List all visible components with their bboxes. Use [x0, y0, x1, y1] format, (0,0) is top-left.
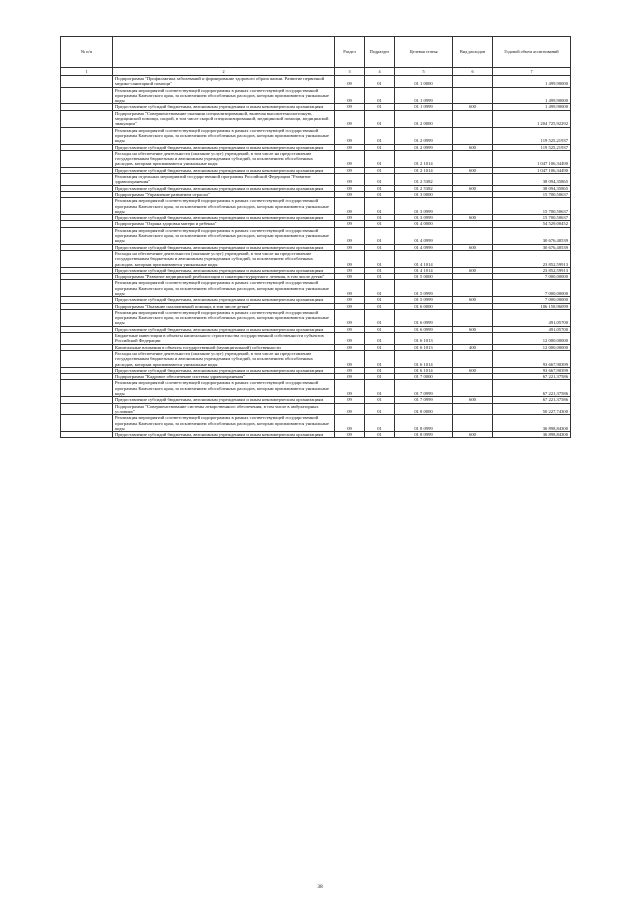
row-name: Подпрограмма "Управление развитием отрасли": [113, 191, 335, 197]
row-section: 09: [335, 367, 365, 373]
row-section: 09: [335, 380, 365, 397]
row-target-article: 01 3 0999: [395, 198, 453, 215]
row-target-article: 01 6 0999: [395, 326, 453, 332]
row-expense-type: [453, 309, 493, 326]
page-number: 38: [317, 884, 323, 890]
row-section: 09: [335, 227, 365, 244]
row-subsection: 01: [365, 297, 395, 303]
row-expense-type: [453, 250, 493, 267]
row-amount: 491,05700: [493, 326, 571, 332]
row-number: [61, 380, 113, 397]
row-amount: 1 204 725,92292: [493, 110, 571, 127]
row-name: Подпрограмма "Охрана здоровья матери и ребенка": [113, 221, 335, 227]
row-target-article: 01 4 1014: [395, 267, 453, 273]
row-expense-type: 600: [453, 267, 493, 273]
row-number: [61, 227, 113, 244]
row-name: Предоставление субсидий бюджетным, автономным учреждениям и иным некоммерческим организациям: [113, 432, 335, 438]
row-number: [61, 403, 113, 415]
row-name: Реализация мероприятий соответствующей подпрограммы в рамках соответствующей государственной программы Камчатского края, за исключением обособленных расходов, которым присваиваются уникальные коды: [113, 309, 335, 326]
row-name: Бюджетные инвестиции в объекты капитального строительства государственной собственности субъектов Российской Федерации: [113, 333, 335, 345]
header-target-article: Целевая статья: [395, 37, 453, 68]
row-section: 09: [335, 280, 365, 297]
row-target-article: 01 2 0000: [395, 110, 453, 127]
table-row: [61, 127, 571, 144]
row-section: 09: [335, 297, 365, 303]
row-subsection: 01: [365, 267, 395, 273]
row-subsection: 01: [365, 280, 395, 297]
row-section: 09: [335, 87, 365, 104]
row-number: [61, 280, 113, 297]
row-expense-type: [453, 127, 493, 144]
row-amount: 36 898,84300: [493, 415, 571, 432]
row-amount: 38 094,35865: [493, 185, 571, 191]
row-target-article: 01 2 0999: [395, 144, 453, 150]
table-body: [61, 76, 571, 438]
row-number: [61, 174, 113, 186]
row-expense-type: [453, 87, 493, 104]
row-subsection: 01: [365, 221, 395, 227]
row-target-article: 01 7 0999: [395, 397, 453, 403]
row-target-article: 01 6 1014: [395, 350, 453, 367]
row-subsection: 01: [365, 76, 395, 88]
row-section: 09: [335, 174, 365, 186]
row-subsection: 01: [365, 198, 395, 215]
row-amount: 67 221,37586: [493, 380, 571, 397]
row-name: Реализация мероприятий соответствующей подпрограммы в рамках соответствующей государственной программы Камчатского края, за исключением обособленных расходов, которым присваиваются уникальные коды: [113, 380, 335, 397]
row-section: 09: [335, 403, 365, 415]
row-expense-type: [453, 150, 493, 167]
row-target-article: 01 2 0999: [395, 127, 453, 144]
row-number: [61, 250, 113, 267]
row-target-article: 01 4 0999: [395, 244, 453, 250]
row-subsection: 01: [365, 415, 395, 432]
row-section: 09: [335, 76, 365, 88]
row-subsection: 01: [365, 191, 395, 197]
row-section: 09: [335, 333, 365, 345]
row-expense-type: 400: [453, 344, 493, 350]
table-row: [61, 280, 571, 297]
row-name: Подпрограмма "Профилактика заболеваний и формирование здорового образа жизни. Развитие первичной медико-санитарной помощи": [113, 76, 335, 88]
table-row: [61, 403, 571, 415]
row-subsection: 01: [365, 110, 395, 127]
row-number: [61, 415, 113, 432]
row-amount: 7 000,00000: [493, 280, 571, 297]
row-subsection: 01: [365, 250, 395, 267]
row-amount: 491,05700: [493, 309, 571, 326]
row-target-article: 01 2 1014: [395, 150, 453, 167]
header-name: [113, 37, 335, 68]
table-row: [61, 250, 571, 267]
row-expense-type: [453, 227, 493, 244]
row-section: 09: [335, 250, 365, 267]
row-target-article: 01 2 5382: [395, 174, 453, 186]
row-subsection: 01: [365, 227, 395, 244]
row-name: Подпрограмма "Совершенствование оказания специализированной, включая высокотехнологичную, медицинской помощи, скорой, в том числе скорой специализированной, медицинской помощи, медицинской эвакуации": [113, 110, 335, 127]
row-amount: 50 227,74300: [493, 403, 571, 415]
row-name: Капитальные вложения в объекты государственной (муниципальной) собственности: [113, 344, 335, 350]
row-amount: 119 525,21937: [493, 144, 571, 150]
table-row: [61, 198, 571, 215]
row-target-article: 01 4 0999: [395, 227, 453, 244]
row-subsection: 01: [365, 87, 395, 104]
row-number: [61, 333, 113, 345]
row-section: 09: [335, 215, 365, 221]
row-subsection: 01: [365, 244, 395, 250]
row-subsection: 01: [365, 344, 395, 350]
row-subsection: 01: [365, 309, 395, 326]
row-target-article: 01 6 0999: [395, 309, 453, 326]
table-row: [61, 415, 571, 432]
row-name: Предоставление субсидий бюджетным, автономным учреждениям и иным некоммерческим организациям: [113, 367, 335, 373]
row-target-article: 01 4 1014: [395, 250, 453, 267]
column-number: 7: [493, 68, 571, 76]
row-name: Реализация мероприятий соответствующей подпрограммы в рамках соответствующей государственной программы Камчатского края, за исключением обособленных расходов, которым присваиваются уникальные коды: [113, 87, 335, 104]
row-amount: 23 852,59913: [493, 267, 571, 273]
row-amount: 15 700,50637: [493, 215, 571, 221]
row-target-article: 01 2 5382: [395, 185, 453, 191]
row-subsection: 01: [365, 333, 395, 345]
table-row: [61, 350, 571, 367]
row-number: [61, 87, 113, 104]
header-razdel: Раздел: [335, 37, 365, 68]
row-subsection: 01: [365, 215, 395, 221]
row-section: 09: [335, 167, 365, 173]
row-target-article: 01 6 0000: [395, 303, 453, 309]
budget-table: [60, 36, 571, 438]
row-target-article: 01 1 0999: [395, 104, 453, 110]
row-name: Подпрограмма "Оказание паллиативной помощи, в том числе детям": [113, 303, 335, 309]
column-number: 1: [61, 68, 113, 76]
row-amount: 36 898,84300: [493, 432, 571, 438]
table-row: [61, 309, 571, 326]
row-subsection: 01: [365, 303, 395, 309]
row-section: 09: [335, 110, 365, 127]
column-number: 4: [365, 68, 395, 76]
row-name: Реализация мероприятий соответствующей подпрограммы в рамках соответствующей государственной программы Камчатского края, за исключением обособленных расходов, которым присваиваются уникальные коды: [113, 198, 335, 215]
row-section: 09: [335, 127, 365, 144]
row-subsection: 01: [365, 326, 395, 332]
row-number: [61, 150, 113, 167]
row-section: 09: [335, 415, 365, 432]
row-name: Реализация отдельных мероприятий государственной программы Российской Федерации "Развитие здравоохранения": [113, 174, 335, 186]
row-section: 09: [335, 198, 365, 215]
row-target-article: 01 3 0000: [395, 191, 453, 197]
header-podrazdel: Подраздел: [365, 37, 395, 68]
row-target-article: 01 8 0999: [395, 415, 453, 432]
row-name: Предоставление субсидий бюджетным, автономным учреждениям и иным некоммерческим организациям: [113, 267, 335, 273]
row-expense-type: 600: [453, 185, 493, 191]
row-section: 09: [335, 326, 365, 332]
row-target-article: 01 7 0000: [395, 374, 453, 380]
column-number: 5: [395, 68, 453, 76]
row-subsection: 01: [365, 185, 395, 191]
header-expense-type: Вид расходов: [453, 37, 493, 68]
row-target-article: 01 1 0999: [395, 87, 453, 104]
row-section: 09: [335, 344, 365, 350]
row-amount: 30 676,40539: [493, 244, 571, 250]
document-page: [60, 36, 570, 438]
row-section: 09: [335, 150, 365, 167]
row-expense-type: [453, 333, 493, 345]
row-target-article: 01 2 1014: [395, 167, 453, 173]
row-section: 09: [335, 244, 365, 250]
row-amount: 93 667,90399: [493, 350, 571, 367]
row-name: Предоставление субсидий бюджетным, автономным учреждениям и иным некоммерческим организациям: [113, 326, 335, 332]
row-section: 09: [335, 374, 365, 380]
row-target-article: 01 5 0999: [395, 297, 453, 303]
row-target-article: 01 7 0999: [395, 380, 453, 397]
row-expense-type: 600: [453, 104, 493, 110]
row-expense-type: 600: [453, 397, 493, 403]
row-section: 09: [335, 432, 365, 438]
row-expense-type: [453, 110, 493, 127]
table-row: [61, 227, 571, 244]
row-subsection: 01: [365, 432, 395, 438]
row-section: 09: [335, 221, 365, 227]
row-number: [61, 309, 113, 326]
row-amount: 1 047 106,34490: [493, 150, 571, 167]
row-target-article: 01 8 0999: [395, 432, 453, 438]
row-number: [61, 198, 113, 215]
row-name: Предоставление субсидий бюджетным, автономным учреждениям и иным некоммерческим организациям: [113, 167, 335, 173]
row-subsection: 01: [365, 144, 395, 150]
row-section: 09: [335, 350, 365, 367]
row-name: Подпрограмма "Кадровое обеспечение системы здравоохранения": [113, 374, 335, 380]
header-num: № п/п: [61, 37, 113, 68]
table-row: [61, 76, 571, 88]
row-name: Расходы на обеспечение деятельности (оказание услуг) учреждений, в том числе на предоставление государственным бюджетным и автономным учреждениям субсидий, за исключением обособленных расходов, которым присваиваются уникальные коды: [113, 150, 335, 167]
row-name: Реализация мероприятий соответствующей подпрограммы в рамках соответствующей государственной программы Камчатского края, за исключением обособленных расходов, которым присваиваются уникальные коды: [113, 280, 335, 297]
row-subsection: 01: [365, 174, 395, 186]
row-number: [61, 432, 113, 438]
row-amount: 119 525,21937: [493, 127, 571, 144]
column-number: 6: [453, 68, 493, 76]
row-expense-type: [453, 403, 493, 415]
row-expense-type: [453, 415, 493, 432]
row-name: Подпрограмма "Совершенствование системы лекарственного обеспечения, в том числе в амбулаторных условиях": [113, 403, 335, 415]
row-amount: 1 499,90000: [493, 87, 571, 104]
row-name: Расходы на обеспечение деятельности (оказание услуг) учреждений, в том числе на предоставление государственным бюджетным и автономным учреждениям субсидий, за исключением обособленных расходов, которым присваиваются уникальные коды: [113, 350, 335, 367]
row-expense-type: 600: [453, 432, 493, 438]
row-name: Расходы на обеспечение деятельности (оказание услуг) учреждений, в том числе на предоставление государственным бюджетным и автономным учреждениям субсидий, за исключением обособленных расходов, которым присваиваются уникальные коды: [113, 250, 335, 267]
table-row: [61, 333, 571, 345]
row-name: Предоставление субсидий бюджетным, автономным учреждениям и иным некоммерческим организациям: [113, 244, 335, 250]
row-amount: 1 499,90000: [493, 104, 571, 110]
header-annual-amount: Годовой объем ассигнований: [493, 37, 571, 68]
row-name: Реализация мероприятий соответствующей подпрограммы в рамках соответствующей государственной программы Камчатского края, за исключением обособленных расходов, которым присваиваются уникальные коды: [113, 227, 335, 244]
row-subsection: 01: [365, 367, 395, 373]
table-row: [61, 174, 571, 186]
row-amount: 15 700,50637: [493, 198, 571, 215]
row-expense-type: 600: [453, 215, 493, 221]
row-section: 09: [335, 309, 365, 326]
row-amount: 54 529,00452: [493, 221, 571, 227]
row-number: [61, 76, 113, 88]
column-number: 2: [113, 68, 335, 76]
row-section: 09: [335, 104, 365, 110]
row-amount: 7 000,00000: [493, 274, 571, 280]
row-section: 09: [335, 274, 365, 280]
row-target-article: 01 6 1013: [395, 344, 453, 350]
row-target-article: 01 6 1014: [395, 367, 453, 373]
row-target-article: 01 8 0000: [395, 403, 453, 415]
row-subsection: 01: [365, 274, 395, 280]
row-subsection: 01: [365, 167, 395, 173]
row-amount: 67 221,37586: [493, 374, 571, 380]
row-expense-type: [453, 350, 493, 367]
row-subsection: 01: [365, 380, 395, 397]
row-expense-type: 600: [453, 326, 493, 332]
row-section: 09: [335, 303, 365, 309]
row-expense-type: [453, 198, 493, 215]
row-amount: 7 000,00000: [493, 297, 571, 303]
table-row: [61, 110, 571, 127]
row-expense-type: 600: [453, 297, 493, 303]
row-section: 09: [335, 267, 365, 273]
row-subsection: 01: [365, 150, 395, 167]
row-name: Предоставление субсидий бюджетным, автономным учреждениям и иным некоммерческим организациям: [113, 185, 335, 191]
row-name: Предоставление субсидий бюджетным, автономным учреждениям и иным некоммерческим организациям: [113, 397, 335, 403]
table-row: [61, 432, 571, 438]
row-amount: 1 047 106,34490: [493, 167, 571, 173]
row-expense-type: 600: [453, 367, 493, 373]
row-expense-type: [453, 380, 493, 397]
row-target-article: 01 5 0000: [395, 274, 453, 280]
row-name: Предоставление субсидий бюджетным, автономным учреждениям и иным некоммерческим организациям: [113, 144, 335, 150]
column-numbers-row: [61, 68, 571, 76]
row-amount: 1 499,90000: [493, 76, 571, 88]
row-amount: 93 667,90399: [493, 367, 571, 373]
row-amount: 30 676,40539: [493, 227, 571, 244]
row-number: [61, 350, 113, 367]
row-amount: 15 700,50637: [493, 191, 571, 197]
row-expense-type: 600: [453, 167, 493, 173]
row-subsection: 01: [365, 350, 395, 367]
row-section: 09: [335, 185, 365, 191]
row-subsection: 01: [365, 104, 395, 110]
table-row: [61, 87, 571, 104]
row-expense-type: [453, 174, 493, 186]
header-row: [61, 37, 571, 68]
row-name: Предоставление субсидий бюджетным, автономным учреждениям и иным некоммерческим организациям: [113, 297, 335, 303]
row-name: Подпрограмма "Развитие медицинской реабилитации и санаторно-курортного лечения, в том числе детям": [113, 274, 335, 280]
table-row: [61, 150, 571, 167]
row-name: Предоставление субсидий бюджетным, автономным учреждениям и иным некоммерческим организациям: [113, 104, 335, 110]
table-row: [61, 380, 571, 397]
row-target-article: 01 4 0000: [395, 221, 453, 227]
row-target-article: 01 1 0000: [395, 76, 453, 88]
row-expense-type: 600: [453, 144, 493, 150]
row-target-article: 01 6 1013: [395, 333, 453, 345]
row-amount: 12 000,00000: [493, 344, 571, 350]
row-amount: 23 852,59913: [493, 250, 571, 267]
row-name: Предоставление субсидий бюджетным, автономным учреждениям и иным некоммерческим организациям: [113, 215, 335, 221]
row-amount: 106 158,96099: [493, 303, 571, 309]
row-target-article: 01 5 0999: [395, 280, 453, 297]
row-amount: 67 221,37586: [493, 397, 571, 403]
row-name: Реализация мероприятий соответствующей подпрограммы в рамках соответствующей государственной программы Камчатского края, за исключением обособленных расходов, которым присваиваются уникальные коды: [113, 127, 335, 144]
row-expense-type: 600: [453, 244, 493, 250]
row-subsection: 01: [365, 374, 395, 380]
row-section: 09: [335, 144, 365, 150]
row-amount: 38 094,35865: [493, 174, 571, 186]
row-subsection: 01: [365, 397, 395, 403]
row-amount: 12 000,00000: [493, 333, 571, 345]
row-expense-type: [453, 280, 493, 297]
row-expense-type: [453, 76, 493, 88]
row-section: 09: [335, 191, 365, 197]
row-subsection: 01: [365, 403, 395, 415]
row-number: [61, 110, 113, 127]
row-target-article: 01 3 0999: [395, 215, 453, 221]
row-subsection: 01: [365, 127, 395, 144]
row-name: Реализация мероприятий соответствующей подпрограммы в рамках соответствующей государственной программы Камчатского края, за исключением обособленных расходов, которым присваиваются уникальные коды: [113, 415, 335, 432]
column-number: 3: [335, 68, 365, 76]
row-number: [61, 127, 113, 144]
row-section: 09: [335, 397, 365, 403]
